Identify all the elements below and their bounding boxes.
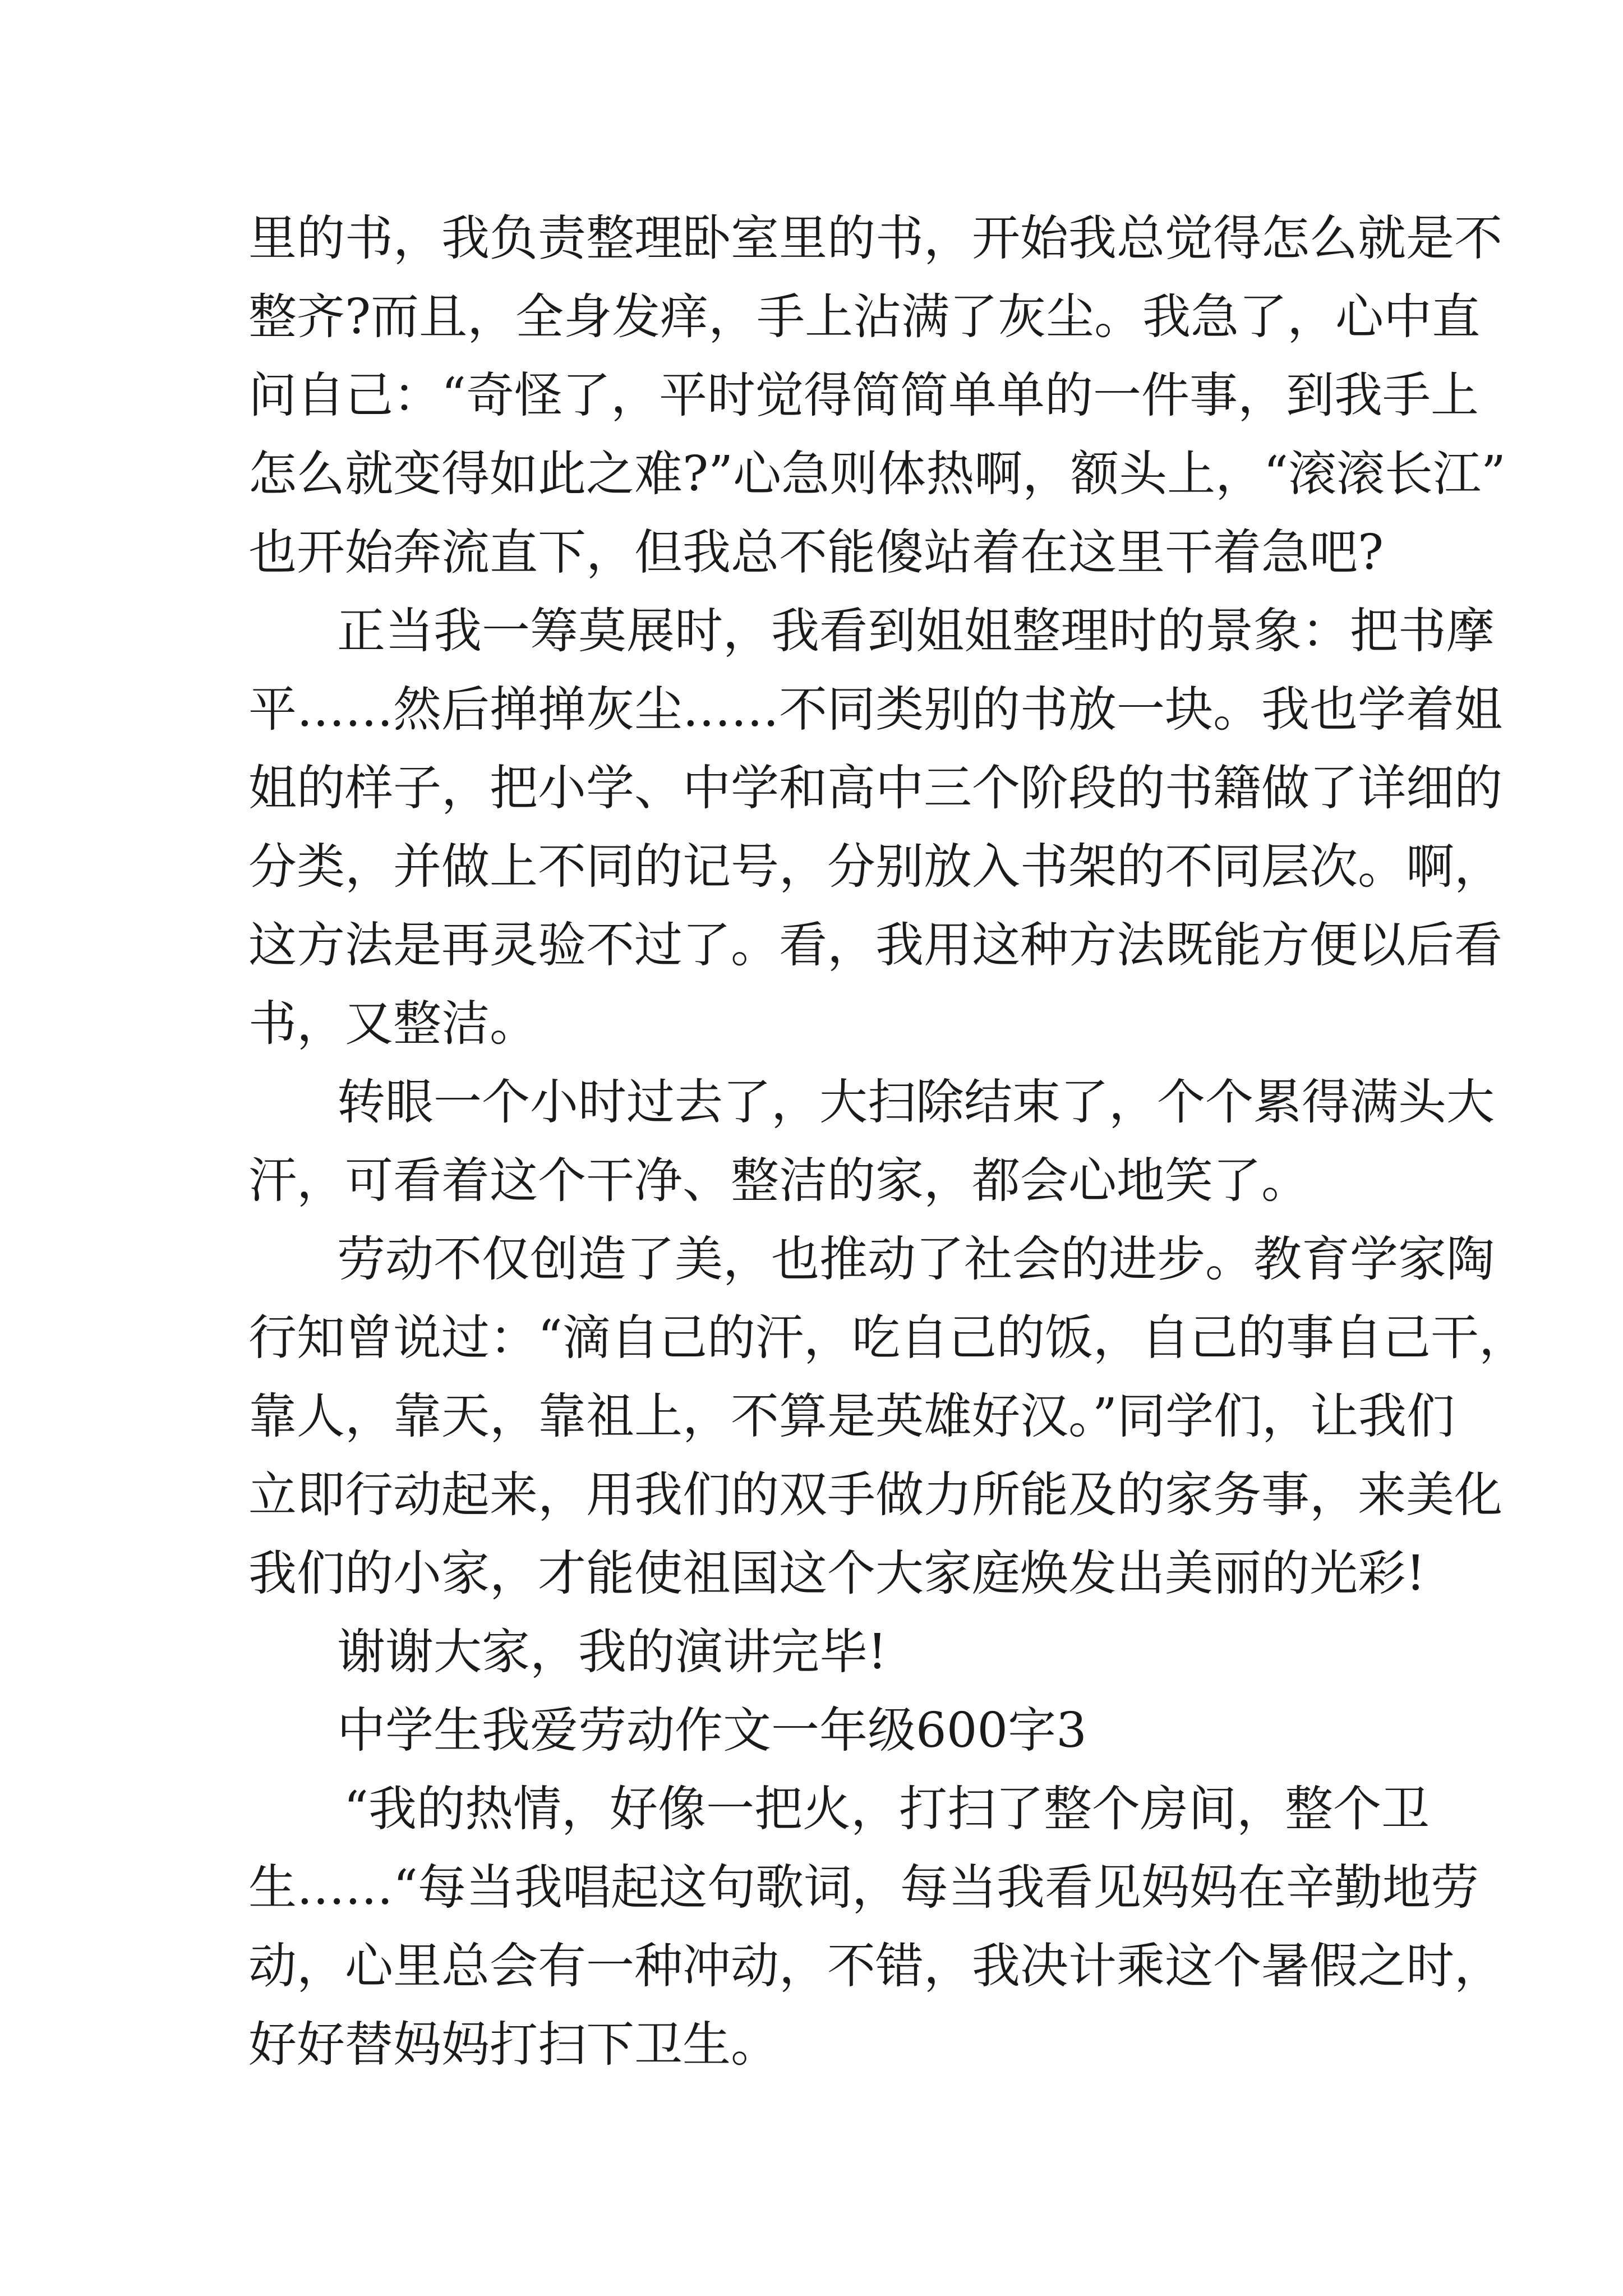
text-line: 行知曾说过：“滴自己的汗，吃自己的饭，自己的事自己干， [248,1310,1527,1366]
text-line: 里的书，我负责整理卧室里的书，开始我总觉得怎么就是不 [248,210,1502,266]
text-line: 立即行动起来，用我们的双手做力所能及的家务事，来美化 [248,1467,1502,1523]
text-line: 靠人，靠天，靠祖上，不算是英雄好汉。”同学们，让我们 [248,1388,1455,1444]
text-line: 怎么就变得如此之难?”心急则体热啊，额头上，“滚滚长江” [248,446,1506,502]
text-line: 问自己：“奇怪了，平时觉得简简单单的一件事，到我手上 [248,367,1479,424]
paragraph-first-line: 转眼一个小时过去了，大扫除结束了，个个累得满头大 [337,1074,1495,1130]
paragraph-first-line: “我的热情，好像一把火，打扫了整个房间，整个卫 [344,1781,1430,1837]
text-line: 姐的样子，把小学、中学和高中三个阶段的书籍做了详细的 [248,760,1502,816]
text-line: 整齐?而且，全身发痒，手上沾满了灰尘。我急了，心中直 [248,289,1481,345]
body-text [248,199,1527,2084]
text-line: 好好替妈妈打扫下卫生。 [248,2017,779,2073]
paragraph-first-line: 谢谢大家，我的演讲完毕! [337,1624,887,1680]
paragraph-first-line: 劳动不仅创造了美，也推动了社会的进步。教育学家陶 [337,1231,1495,1287]
text-line: 汗，可看着这个干净、整洁的家，都会心地笑了。 [248,1153,1310,1209]
text-line: 我们的小家，才能使祖国这个大家庭焕发出美丽的光彩! [248,1545,1426,1602]
text-line: 分类，并做上不同的记号，分别放入书架的不同层次。啊， [248,839,1502,895]
text-line: 生……“每当我唱起这句歌词，每当我看见妈妈在辛勤地劳 [248,1860,1479,1916]
text-line: 平……然后掸掸灰尘……不同类别的书放一块。我也学着姐 [248,682,1502,738]
paragraph-first-line: 正当我一筹莫展时，我看到姐姐整理时的景象：把书摩 [337,603,1495,659]
text-line: 也开始奔流直下，但我总不能傻站着在这里干着急吧? [248,524,1384,581]
text-line: 书，又整洁。 [248,996,538,1052]
section-heading: 中学生我爱劳动作文一年级600字3 [337,1703,1087,1759]
text-line: 动，心里总会有一种冲动，不错，我决计乘这个暑假之时， [248,1938,1502,1994]
text-line: 这方法是再灵验不过了。看，我用这种方法既能方便以后看 [248,917,1502,973]
